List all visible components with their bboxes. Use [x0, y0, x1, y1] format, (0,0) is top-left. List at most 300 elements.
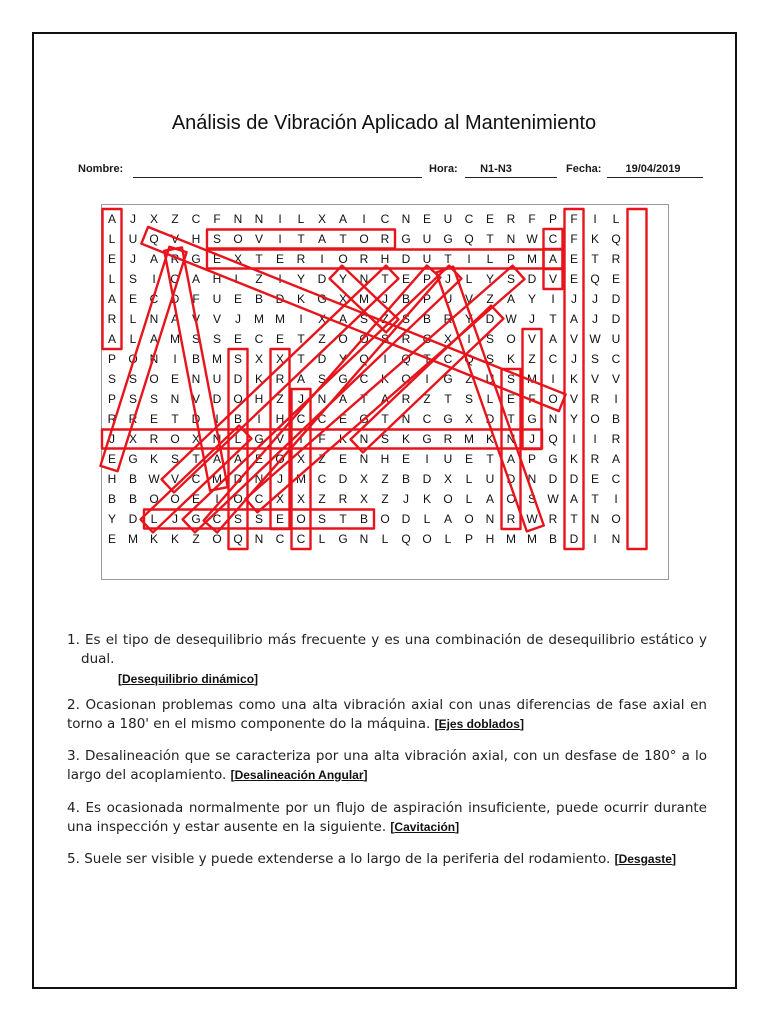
grid-letter: Q [149, 232, 159, 246]
grid-letter: M [212, 472, 222, 486]
grid-letter: Z [486, 292, 494, 306]
grid-letter: B [107, 492, 116, 506]
grid-letter: A [548, 252, 557, 266]
grid-letter: S [107, 372, 116, 386]
grid-letter: V [611, 372, 620, 386]
grid-letter: V [170, 232, 179, 246]
grid-letter: L [234, 272, 242, 286]
grid-letter: R [443, 432, 453, 446]
grid-letter: A [443, 512, 452, 526]
grid-letter: J [172, 512, 178, 526]
grid-letter: D [611, 292, 621, 306]
grid-letter: Z [276, 392, 284, 406]
word-highlight [100, 247, 186, 471]
grid-letter: A [149, 252, 158, 266]
grid-letter: L [318, 532, 326, 546]
grid-letter: S [128, 392, 137, 406]
grid-letter: R [611, 252, 621, 266]
grid-letter: I [614, 392, 618, 406]
grid-letter: N [317, 392, 327, 406]
grid-letter: I [278, 232, 282, 246]
grid-letter: R [443, 312, 453, 326]
grid-letter: Z [318, 332, 326, 346]
grid-letter: F [528, 392, 536, 406]
word-highlight [271, 349, 290, 529]
grid-letter: J [445, 272, 451, 286]
grid-letter: N [527, 472, 537, 486]
grid-letter: D [506, 472, 516, 486]
grid-letter: A [569, 312, 578, 326]
grid-letter: F [213, 212, 221, 226]
grid-letter: I [320, 252, 324, 266]
grid-letter: S [506, 272, 515, 286]
grid-letter: S [128, 372, 137, 386]
grid-letter: X [296, 452, 305, 466]
grid-letter: N [254, 472, 264, 486]
grid-letter: S [317, 512, 326, 526]
grid-letter: O [506, 332, 516, 346]
grid-letter: L [381, 532, 389, 546]
grid-letter: T [570, 512, 578, 526]
grid-letter: T [381, 272, 389, 286]
grid-letter: U [422, 232, 432, 246]
grid-letter: A [506, 452, 515, 466]
grid-letter: E [275, 252, 284, 266]
grid-letter: E [191, 492, 200, 506]
grid-letter: L [108, 272, 116, 286]
grid-letter: S [401, 312, 410, 326]
grid-letter: L [423, 512, 431, 526]
grid-letter: O [359, 332, 369, 346]
grid-letter: C [254, 332, 264, 346]
grid-letter: Y [338, 352, 347, 366]
grid-letter: P [464, 532, 473, 546]
grid-letter: E [107, 532, 116, 546]
grid-letter: W [526, 232, 538, 246]
grid-letter: E [338, 452, 347, 466]
word-highlight [141, 426, 252, 533]
question-4 [67, 799, 707, 837]
grid-letter: R [149, 432, 159, 446]
grid-letter: L [465, 272, 473, 286]
grid-letter: M [464, 432, 474, 446]
grid-letter: T [486, 232, 494, 246]
grid-letter: R [338, 492, 348, 506]
question-1 [67, 631, 707, 689]
grid-letter: E [401, 452, 410, 466]
hora-label: Hora: [429, 163, 458, 175]
grid-letter: S [212, 332, 221, 346]
grid-letter: E [506, 392, 515, 406]
word-highlight [628, 209, 647, 549]
grid-letter: K [485, 432, 494, 446]
grid-letter: R [107, 412, 117, 426]
grid-letter: T [381, 412, 389, 426]
grid-letter: E [170, 372, 179, 386]
grid-letter: X [443, 472, 452, 486]
grid-letter: I [257, 412, 261, 426]
grid-letter: C [611, 352, 621, 366]
grid-letter: M [296, 472, 306, 486]
question-3 [67, 747, 707, 785]
grid-letter: G [317, 292, 327, 306]
grid-letter: N [359, 272, 369, 286]
grid-letter: I [593, 432, 597, 446]
grid-letter: E [128, 292, 137, 306]
grid-letter: K [149, 452, 158, 466]
grid-letter: J [571, 292, 577, 306]
grid-letter: X [128, 432, 137, 446]
grid-letter: G [128, 452, 138, 466]
grid-letter: A [149, 332, 158, 346]
grid-letter: K [254, 372, 263, 386]
grid-letter: G [443, 232, 453, 246]
grid-letter: F [528, 212, 536, 226]
grid-letter: M [212, 352, 222, 366]
grid-letter: R [548, 512, 558, 526]
grid-letter: A [548, 332, 557, 346]
grid-letter: T [444, 392, 452, 406]
grid-letter: R [359, 252, 369, 266]
grid-letter: G [338, 532, 348, 546]
grid-letter: V [569, 392, 578, 406]
grid-letter: D [422, 472, 432, 486]
grid-letter: A [338, 392, 347, 406]
word-highlight [207, 230, 395, 249]
grid-letter: O [212, 532, 222, 546]
grid-letter: H [485, 532, 495, 546]
grid-letter: I [593, 212, 597, 226]
grid-letter: O [275, 452, 285, 466]
grid-letter: Z [171, 212, 179, 226]
grid-letter: S [590, 352, 599, 366]
grid-letter: L [444, 532, 452, 546]
question-text: Desalineación que se caracteriza por una alta vibración axial, con un desfase de 180° a lo largo del acoplamiento. [67, 748, 707, 783]
grid-letter: N [212, 432, 222, 446]
grid-letter: G [422, 432, 432, 446]
grid-letter: L [486, 252, 494, 266]
grid-letter: N [359, 452, 369, 466]
grid-letter: I [467, 332, 471, 346]
grid-letter: Y [527, 292, 536, 306]
grid-letter: P [548, 212, 557, 226]
grid-letter: K [422, 492, 431, 506]
grid-letter: I [215, 412, 219, 426]
grid-letter: S [149, 392, 158, 406]
grid-letter: S [485, 332, 494, 346]
grid-letter: D [317, 272, 327, 286]
question-text: Suele ser visible y puede extenderse a lo largo de la periferia del rodamiento. [84, 851, 611, 867]
grid-letter: H [254, 392, 264, 406]
grid-letter: H [191, 232, 201, 246]
grid-letter: C [548, 352, 558, 366]
grid-letter: C [254, 492, 264, 506]
grid-letter: X [317, 312, 326, 326]
grid-letter: C [464, 212, 474, 226]
grid-letter: Q [233, 532, 243, 546]
grid-letter: W [589, 332, 601, 346]
grid-letter: S [233, 512, 242, 526]
grid-letter: N [149, 312, 159, 326]
fecha-field[interactable] [607, 177, 703, 178]
grid-letter: J [403, 492, 409, 506]
grid-letter: P [422, 292, 431, 306]
grid-letter: J [235, 312, 241, 326]
grid-letter: M [506, 532, 516, 546]
grid-letter: N [170, 392, 180, 406]
grid-letter: N [359, 532, 369, 546]
grid-letter: E [275, 332, 284, 346]
grid-letter: N [191, 372, 201, 386]
grid-letter: N [401, 212, 411, 226]
grid-letter: I [278, 272, 282, 286]
grid-letter: X [338, 292, 347, 306]
grid-letter: U [212, 292, 222, 306]
grid-letter: X [359, 492, 368, 506]
grid-letter: V [254, 232, 263, 246]
grid-letter: P [107, 392, 116, 406]
grid-letter: M [275, 312, 285, 326]
grid-letter: O [338, 332, 348, 346]
grid-letter: U [212, 372, 222, 386]
grid-letter: R [275, 372, 285, 386]
grid-letter: Q [401, 352, 411, 366]
grid-letter: U [443, 452, 453, 466]
question-number: 2. [67, 697, 80, 713]
grid-letter: H [380, 252, 390, 266]
grid-letter: O [590, 412, 600, 426]
grid-letter: Z [381, 312, 389, 326]
grid-letter: D [401, 252, 411, 266]
grid-letter: X [359, 472, 368, 486]
grid-letter: X [275, 352, 284, 366]
grid-letter: V [191, 312, 200, 326]
grid-letter: Z [465, 372, 473, 386]
grid-letter: T [255, 252, 263, 266]
grid-letter: X [296, 492, 305, 506]
grid-letter: Z [318, 492, 326, 506]
grid-letter: C [317, 412, 327, 426]
grid-letter: Z [192, 532, 200, 546]
grid-letter: U [443, 212, 453, 226]
grid-letter: A [107, 292, 116, 306]
grid-letter: R [611, 432, 621, 446]
grid-letter: D [128, 512, 138, 526]
grid-letter: O [380, 512, 390, 526]
word-highlight [164, 247, 227, 490]
grid-letter: K [401, 432, 410, 446]
grid-letter: X [233, 252, 242, 266]
grid-letter: E [107, 452, 116, 466]
grid-letter: A [212, 452, 221, 466]
word-highlight [565, 209, 584, 549]
grid-letter: C [422, 412, 432, 426]
grid-letter: A [191, 272, 200, 286]
grid-letter: M [128, 532, 138, 546]
grid-letter: H [380, 452, 390, 466]
grid-letter: Q [464, 232, 474, 246]
grid-letter: X [275, 492, 284, 506]
grid-letter: S [128, 272, 137, 286]
grid-letter: B [254, 292, 263, 306]
grid-letter: O [296, 512, 306, 526]
grid-letter: A [317, 232, 326, 246]
grid-letter: O [359, 232, 369, 246]
grid-letter: R [107, 312, 117, 326]
grid-letter: I [215, 492, 219, 506]
grid-letter: O [128, 352, 138, 366]
grid-letter: N [401, 412, 411, 426]
grid-letter: D [611, 312, 621, 326]
hora-field[interactable] [465, 177, 557, 178]
grid-letter: M [527, 252, 537, 266]
grid-letter: A [338, 212, 347, 226]
grid-letter: O [233, 392, 243, 406]
grid-letter: Y [338, 272, 347, 286]
grid-letter: R [170, 252, 180, 266]
grid-letter: M [527, 532, 537, 546]
grid-letter: O [506, 492, 516, 506]
grid-letter: O [548, 392, 558, 406]
grid-letter: V [212, 312, 221, 326]
grid-letter: X [191, 432, 200, 446]
grid-letter: Q [590, 272, 600, 286]
grid-letter: K [170, 532, 179, 546]
grid-letter: O [170, 432, 180, 446]
grid-letter: E [422, 212, 431, 226]
grid-letter: C [191, 212, 201, 226]
grid-letter: Z [318, 452, 326, 466]
grid-letter: L [465, 472, 473, 486]
grid-letter: L [129, 312, 137, 326]
grid-letter: G [527, 412, 537, 426]
grid-letter: B [191, 352, 200, 366]
grid-letter: D [548, 472, 558, 486]
grid-letter: A [233, 452, 242, 466]
grid-letter: L [108, 232, 116, 246]
grid-letter: S [380, 332, 389, 346]
grid-letter: T [297, 332, 305, 346]
grid-letter: D [569, 532, 579, 546]
grid-letter: K [296, 292, 305, 306]
grid-letter: W [148, 472, 160, 486]
grid-letter: J [592, 312, 598, 326]
grid-letter: O [149, 372, 159, 386]
grid-letter: T [591, 492, 599, 506]
grid-letter: C [548, 232, 558, 246]
question-answer: [Desequilibrio dinámico] [118, 672, 259, 686]
question-number: 1. [67, 632, 80, 648]
grid-letter: Q [611, 232, 621, 246]
grid-letter: N [233, 212, 243, 226]
nombre-field[interactable] [133, 177, 422, 178]
grid-letter: I [593, 532, 597, 546]
grid-letter: P [506, 252, 515, 266]
grid-letter: X [317, 212, 326, 226]
grid-letter: R [128, 412, 138, 426]
grid-letter: T [423, 352, 431, 366]
grid-letter: O [170, 492, 180, 506]
grid-letter: S [317, 372, 326, 386]
question-text: Es el tipo de desequilibrio más frecuente y es una combinación de desequilibrio estático y dual. [81, 632, 708, 667]
grid-letter: O [338, 252, 348, 266]
word-highlight [103, 209, 122, 349]
grid-letter: Z [528, 352, 536, 366]
grid-letter: D [233, 472, 243, 486]
grid-letter: L [486, 392, 494, 406]
grid-letter: I [425, 372, 429, 386]
grid-letter: I [173, 352, 177, 366]
grid-letter: S [464, 392, 473, 406]
grid-letter: C [212, 512, 222, 526]
grid-letter: W [547, 492, 559, 506]
grid-letter: C [443, 352, 453, 366]
question-answer: [Ejes doblados] [434, 717, 524, 731]
grid-letter: S [380, 432, 389, 446]
question-text: Ocasionan problemas como una alta vibración axial con unas diferencias de fase axial en torno a 180' en el mismo componente do la máquina. [67, 697, 707, 732]
fecha-value: 19/04/2019 [625, 163, 681, 175]
grid-letter: H [107, 472, 117, 486]
grid-letter: A [296, 372, 305, 386]
word-highlights [101, 204, 669, 580]
grid-letter: K [569, 452, 578, 466]
grid-letter: J [571, 352, 577, 366]
grid-letter: Y [569, 412, 578, 426]
grid-letter: C [296, 532, 306, 546]
grid-letter: L [234, 432, 242, 446]
grid-letter: A [107, 332, 116, 346]
grid-letter: M [359, 292, 369, 306]
grid-letter: J [529, 312, 535, 326]
grid-letter: G [401, 232, 411, 246]
grid-letter: A [170, 312, 179, 326]
grid-letter: J [592, 292, 598, 306]
grid-letter: Z [381, 472, 389, 486]
grid-letter: Q [548, 432, 558, 446]
grid-letter: S [170, 452, 179, 466]
grid-letter: O [443, 492, 453, 506]
grid-letter: D [170, 292, 180, 306]
grid-letter: Z [381, 492, 389, 506]
grid-letter: H [212, 272, 222, 286]
grid-letter: M [254, 312, 264, 326]
grid-letter: W [505, 312, 517, 326]
grid-letter: E [569, 272, 578, 286]
grid-letter: N [254, 212, 264, 226]
grid-letter: H [275, 412, 285, 426]
grid-letter: B [359, 512, 368, 526]
grid-letter: R [401, 332, 411, 346]
grid-letter: R [590, 392, 600, 406]
grid-letter: P [422, 272, 431, 286]
grid-letter: E [233, 332, 242, 346]
grid-letter: B [233, 412, 242, 426]
grid-letter: E [611, 272, 620, 286]
grid-letter: U [422, 252, 432, 266]
grid-letter: B [128, 492, 137, 506]
grid-letter: D [485, 312, 495, 326]
grid-letter: I [152, 272, 156, 286]
grid-letter: I [299, 432, 303, 446]
grid-letter: T [171, 412, 179, 426]
grid-letter: N [611, 532, 621, 546]
grid-letter: I [467, 252, 471, 266]
grid-letter: V [590, 372, 599, 386]
grid-letter: K [569, 372, 578, 386]
grid-letter: E [233, 292, 242, 306]
grid-letter: S [191, 332, 200, 346]
grid-letter: V [464, 292, 473, 306]
